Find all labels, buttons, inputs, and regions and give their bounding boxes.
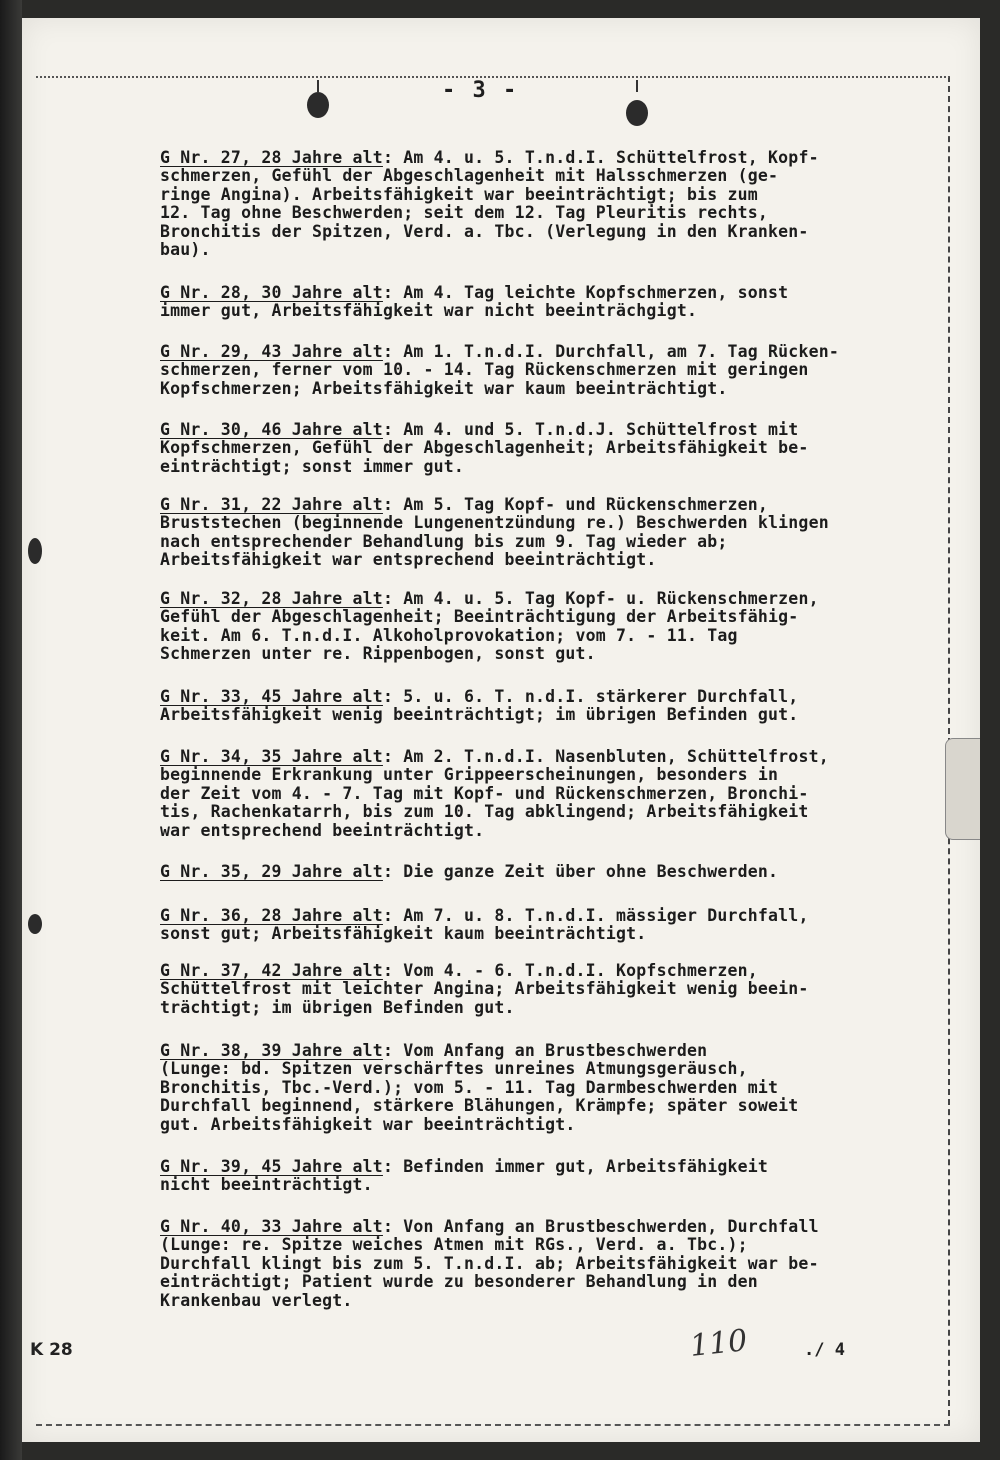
- entry-reference: G Nr. 32, 28 Jahre alt: [160, 589, 383, 608]
- entry-text: : Am 4. Tag leichte Kopfschmerzen, sonst immer gut, Arbeitsfähigkeit war nicht beeinträchgigt.: [160, 283, 789, 321]
- punch-hole-stem-left: [317, 80, 319, 92]
- entry-reference: G Nr. 40, 33 Jahre alt: [160, 1217, 383, 1236]
- page-number: - 3 -: [442, 78, 519, 103]
- entry-text: : Am 4. und 5. T.n.d.J. Schüttelfrost mit Kopfschmerzen, Gefühl der Abgeschlagenheit; Arbeitsfähigkeit be- einträchtigt; sonst immer gut.: [160, 420, 809, 476]
- entry-text: : Am 7. u. 8. T.n.d.I. mässiger Durchfall, sonst gut; Arbeitsfähigkeit kaum beeinträchtigt.: [160, 906, 809, 944]
- entry-text: : Vom Anfang an Brustbeschwerden (Lunge: bd. Spitzen verschärftes unreines Atmungsgeräusch, Bronchitis, Tbc.-Verd.); vom 5. - 11. Tag Darmbeschwerden mit Durchfall beginnend, stärkere Blähungen, Krämpfe; später soweit gut. Arbeitsfähigkeit war beeinträchtigt.: [160, 1041, 799, 1134]
- entry-text: : Am 5. Tag Kopf- und Rückenschmerzen, Bruststechen (beginnende Lungenentzündung re.) Beschwerden klingen nach entsprechender Behandlung bis zum 9. Tag wieder ab; Arbeitsfähigkeit war entsprechend beeinträchtigt.: [160, 495, 829, 570]
- entry-g27: [160, 149, 950, 259]
- entry-g35: [160, 863, 950, 881]
- archive-reference: K 28: [30, 1340, 73, 1360]
- entry-reference: G Nr. 37, 42 Jahre alt: [160, 961, 383, 980]
- entry-reference: G Nr. 31, 22 Jahre alt: [160, 495, 383, 514]
- entry-g31: [160, 496, 950, 570]
- binding-shadow: [0, 0, 22, 1460]
- entry-text: : Am 1. T.n.d.I. Durchfall, am 7. Tag Rücken- schmerzen, ferner vom 10. - 14. Tag Rückenschmerzen mit geringen Kopfschmerzen; Arbeitsfähigkeit war kaum beeinträchtigt.: [160, 342, 839, 398]
- punch-hole-stem-right: [636, 80, 638, 92]
- entry-reference: G Nr. 28, 30 Jahre alt: [160, 283, 383, 302]
- entry-reference: G Nr. 27, 28 Jahre alt: [160, 148, 383, 167]
- entry-reference: G Nr. 35, 29 Jahre alt: [160, 862, 383, 881]
- handwritten-folio-number: 110: [688, 1323, 749, 1364]
- entry-text: : Am 2. T.n.d.I. Nasenbluten, Schüttelfrost, beginnende Erkrankung unter Grippeerscheinungen, besonders in der Zeit vom 4. - 7. Tag mit Kopf- und Rückenschmerzen, Bronchi- tis, Rachenkatarrh, bis zum 10. Tag abklingend; Arbeitsfähigkeit war entsprechend beeinträchtigt.: [160, 747, 829, 840]
- entry-text: : Vom 4. - 6. T.n.d.I. Kopfschmerzen, Schüttelfrost mit leichter Angina; Arbeitsfähigkeit wenig beein- trächtigt; im übrigen Befinden gut.: [160, 961, 809, 1017]
- entry-text: : Von Anfang an Brustbeschwerden, Durchfall (Lunge: re. Spitze weiches Atmen mit RGs., Verd. a. Tbc.); Durchfall klingt bis zum 5. T.n.d.I. ab; Arbeitsfähigkeit war be- einträchtigt; Patient wurde zu besonderer Behandlung in den Krankenbau verlegt.: [160, 1217, 819, 1310]
- punch-hole-left: [307, 92, 329, 118]
- entry-reference: G Nr. 38, 39 Jahre alt: [160, 1041, 383, 1060]
- entry-g38: [160, 1042, 950, 1134]
- document-page: [22, 18, 980, 1442]
- entry-g30: [160, 421, 950, 476]
- entry-text: : Die ganze Zeit über ohne Beschwerden.: [382, 862, 779, 881]
- entry-g39: [160, 1158, 950, 1195]
- entry-text: : Am 4. u. 5. T.n.d.I. Schüttelfrost, Kopf- schmerzen, Gefühl der Abgeschlagenheit mit Halsschmerzen (ge- ringe Angina). Arbeitsfähigkeit war beeinträchtigt; bis zum 12. Tag ohne Beschwerden; seit dem 12. Tag Pleuritis rechts, Bronchitis der Spitzen, Verd. a. Tbc. (Verlegung in den Kranken- bau).: [160, 148, 819, 260]
- entry-reference: G Nr. 29, 43 Jahre alt: [160, 342, 383, 361]
- entry-reference: G Nr. 33, 45 Jahre alt: [160, 687, 383, 706]
- punch-hole-margin-top: [28, 538, 42, 564]
- entry-g28: [160, 284, 950, 321]
- entry-g29: [160, 343, 950, 398]
- entry-text: : 5. u. 6. T. n.d.I. stärkerer Durchfall, Arbeitsfähigkeit wenig beeinträchtigt; im übrigen Befinden gut.: [160, 687, 799, 725]
- entry-reference: G Nr. 36, 28 Jahre alt: [160, 906, 383, 925]
- entry-g34: [160, 748, 950, 840]
- entry-text: : Am 4. u. 5. Tag Kopf- u. Rückenschmerzen, Gefühl der Abgeschlagenheit; Beeinträchtigung der Arbeitsfähig- keit. Am 6. T.n.d.I. Alkoholprovokation; vom 7. - 11. Tag Schmerzen unter re. Rippenbogen, sonst gut.: [160, 589, 819, 664]
- entry-g37: [160, 962, 950, 1017]
- entry-reference: G Nr. 30, 46 Jahre alt: [160, 420, 383, 439]
- entry-reference: G Nr. 39, 45 Jahre alt: [160, 1157, 383, 1176]
- punch-hole-margin-bottom: [28, 914, 42, 934]
- entry-g36: [160, 907, 950, 944]
- entry-g40: [160, 1218, 950, 1310]
- entry-g33: [160, 688, 950, 725]
- entry-reference: G Nr. 34, 35 Jahre alt: [160, 747, 383, 766]
- punch-hole-right: [626, 100, 648, 126]
- entry-text: : Befinden immer gut, Arbeitsfähigkeit nicht beeinträchtigt.: [160, 1157, 769, 1195]
- entry-g32: [160, 590, 950, 664]
- continuation-marker: ./ 4: [804, 1340, 845, 1360]
- paper-clip-tab: [945, 738, 980, 840]
